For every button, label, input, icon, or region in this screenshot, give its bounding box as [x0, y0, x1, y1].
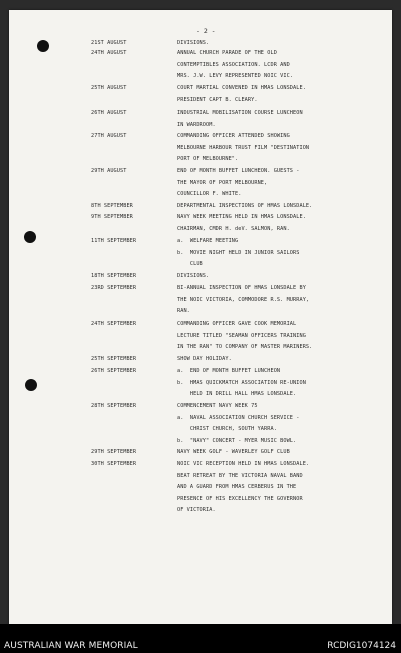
entry-text-line: b. "NAVY" CONCERT - MYER MUSIC BOWL.	[177, 437, 297, 444]
footer-institution: AUSTRALIAN WAR MEMORIAL	[4, 641, 138, 651]
entry-text-line: NAVY WEEK MEETING HELD IN HMAS LONSDALE.	[177, 214, 306, 220]
entry-text-line: PRESENCE OF HIS EXCELLENCY THE GOVERNOR	[177, 495, 303, 502]
entry-date: 9TH SEPTEMBER	[91, 214, 133, 220]
entry-text-line: a. WELFARE MEETING	[177, 238, 239, 244]
entry-text-line: PRESIDENT CAPT B. CLEARY.	[177, 96, 258, 103]
entry-date: 11TH SEPTEMBER	[91, 238, 137, 244]
entry-date: 23RD SEPTEMBER	[91, 285, 137, 291]
entry-text-line: END OF MONTH BUFFET LUNCHEON. GUESTS -	[177, 168, 300, 174]
entry-text-line: CHAIRMAN, CMDR H. deV. SALMON, RAN.	[177, 225, 290, 232]
entry-text-line: AND A GUARD FROM HMAS CERBERUS IN THE	[177, 484, 297, 491]
entry-date: 29TH AUGUST	[91, 168, 127, 174]
entry-date: 8TH SEPTEMBER	[91, 203, 133, 209]
entry-text-line: INDUSTRIAL MOBILISATION COURSE LUNCHEON	[177, 110, 303, 116]
entry-date: 29TH SEPTEMBER	[91, 449, 137, 455]
entry-date: 24TH AUGUST	[91, 50, 127, 56]
entry-date: 25TH SEPTEMBER	[91, 356, 137, 362]
footer-record-id: RCDIG1074124	[327, 641, 396, 651]
entry-text-line: DEPARTMENTAL INSPECTIONS OF HMAS LONSDALE.	[177, 203, 313, 209]
entry-text-line: COUNCILLOR F. WHITE.	[177, 191, 242, 198]
entry-text-line: a. END OF MONTH BUFFET LUNCHEON	[177, 368, 281, 374]
entry-text-line: SHOW DAY HOLIDAY.	[177, 356, 232, 362]
entry-text-line: b. MOVIE NIGHT HELD IN JUNIOR SAILORS	[177, 249, 300, 256]
entry-date: 27TH AUGUST	[91, 133, 127, 139]
entry-date: 28TH SEPTEMBER	[91, 403, 137, 409]
entry-text-line: CONTEMPTIBLES ASSOCIATION. LCDR AND	[177, 61, 290, 68]
entry-text-line: COURT MARTIAL CONVENED IN HMAS LONSDALE.	[177, 85, 306, 91]
page-number: - 2 -	[196, 27, 216, 35]
punch-hole-middle	[24, 231, 36, 243]
entry-text-line: BI-ANNUAL INSPECTION OF HMAS LONSDALE BY	[177, 285, 306, 291]
entry-text-line: IN THE RAN" TO COMPANY OF MASTER MARINERS.	[177, 344, 313, 351]
entry-text-line: OF VICTORIA.	[177, 507, 216, 514]
entry-text-line: NAVY WEEK GOLF - WAVERLEY GOLF CLUB	[177, 449, 290, 455]
entry-text-line: RAN.	[177, 308, 190, 315]
entry-text-line: ANNUAL CHURCH PARADE OF THE OLD	[177, 50, 277, 56]
entry-text-line: NOIC VIC RECEPTION HELD IN HMAS LONSDALE.	[177, 461, 310, 467]
entry-text-line: DIVISIONS.	[177, 40, 210, 46]
entry-text-line: DIVISIONS.	[177, 273, 210, 279]
entry-text-line: MELBOURNE HARBOUR TRUST FILM "DESTINATION	[177, 144, 310, 151]
entry-text-line: COMMANDING OFFICER ATTENDED SHOWING	[177, 133, 290, 139]
entry-text-line: CLUB	[177, 261, 203, 268]
entry-text-line: IN WARDROOM.	[177, 121, 216, 128]
punch-hole-top	[37, 40, 49, 52]
entry-text-line: MRS. J.W. LEVY REPRESENTED NOIC VIC.	[177, 73, 294, 80]
entry-text-line: a. NAVAL ASSOCIATION CHURCH SERVICE -	[177, 414, 300, 421]
entry-text-line: THE NOIC VICTORIA, COMMODORE R.S. MURRAY,	[177, 296, 310, 303]
entry-date: 21ST AUGUST	[91, 40, 127, 46]
punch-hole-bottom	[25, 379, 37, 391]
entry-date: 24TH SEPTEMBER	[91, 321, 137, 327]
entry-date: 26TH SEPTEMBER	[91, 368, 137, 374]
entry-date: 26TH AUGUST	[91, 110, 127, 116]
entry-date: 18TH SEPTEMBER	[91, 273, 137, 279]
entry-date: 25TH AUGUST	[91, 85, 127, 91]
entry-text-line: BEAT RETREAT BY THE VICTORIA NAVAL BAND	[177, 472, 303, 479]
entry-text-line: COMMANDING OFFICER GAVE COOK MEMORIAL	[177, 321, 297, 327]
entry-text-line: HELD IN DRILL HALL HMAS LONSDALE.	[177, 391, 297, 398]
entry-text-line: COMMENCEMENT NAVY WEEK 75	[177, 403, 258, 409]
entry-text-line: PORT OF MELBOURNE".	[177, 156, 239, 163]
entry-text-line: LECTURE TITLED "SEAMAN OFFICERS TRAINING	[177, 332, 306, 339]
entry-date: 30TH SEPTEMBER	[91, 461, 137, 467]
entry-text-line: CHRIST CHURCH, SOUTH YARRA.	[177, 426, 277, 433]
entry-text-line: THE MAYOR OF PORT MELBOURNE,	[177, 179, 268, 186]
entry-text-line: b. HMAS QUICKMATCH ASSOCIATION RE-UNION	[177, 379, 306, 386]
